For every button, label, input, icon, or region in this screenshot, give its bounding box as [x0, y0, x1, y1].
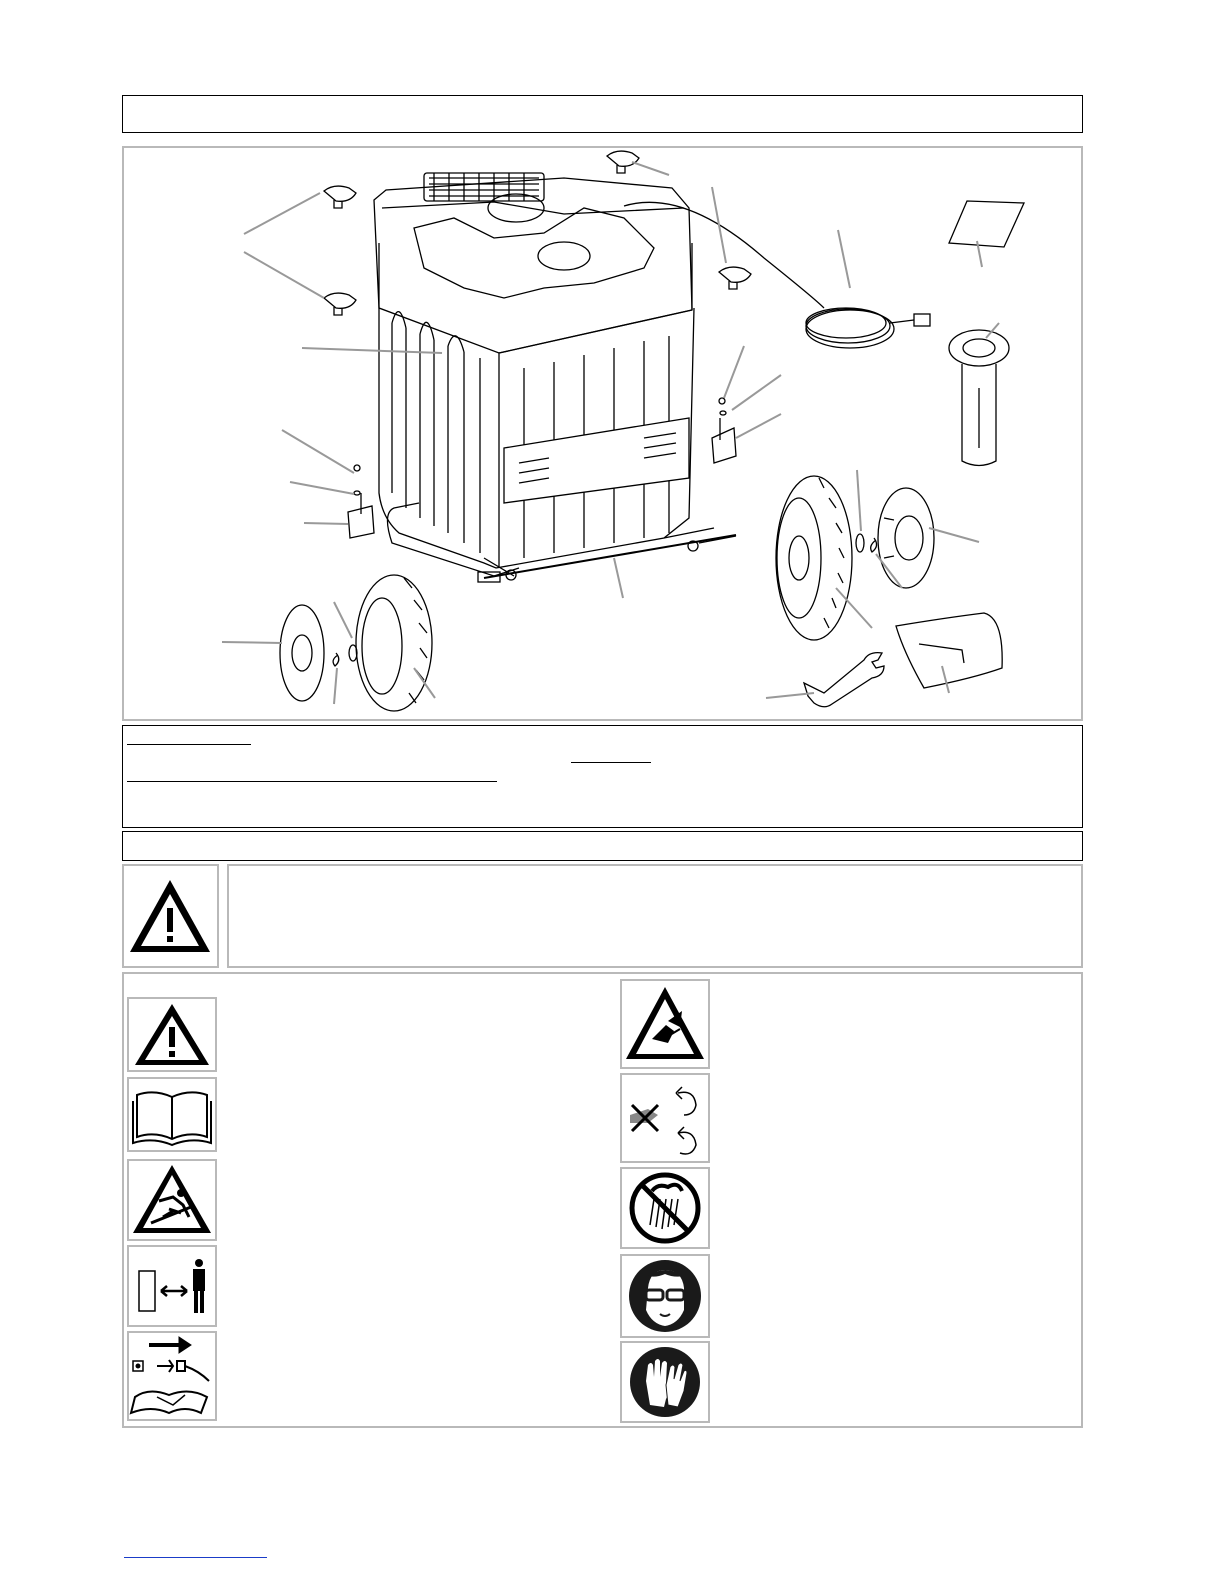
symbol-rotating-parts [620, 1073, 710, 1163]
cabinet-body [374, 173, 736, 582]
symbol-gloves [620, 1341, 710, 1423]
symbol-warning [127, 997, 217, 1072]
unplug-before-maintenance-icon [129, 1333, 215, 1419]
wheel-left [356, 575, 432, 711]
exploded-assembly-drawing [124, 148, 1081, 719]
footer-link-underline[interactable] [124, 1557, 267, 1558]
manual-sheet [949, 201, 1024, 247]
notes-underline-1 [127, 744, 251, 745]
clip-left [333, 653, 339, 666]
notes-underline-3 [127, 781, 497, 782]
notes-underline-2 [571, 762, 651, 763]
symbol-hand-injury [620, 979, 710, 1069]
wear-eye-protection-icon [622, 1256, 708, 1336]
clip-right [871, 538, 877, 552]
bracket-left [348, 465, 374, 538]
safety-symbols-panel [122, 972, 1083, 1428]
wheel-right [776, 476, 852, 640]
section-header-safety [122, 831, 1083, 861]
notes-box [122, 725, 1083, 828]
tipping-hazard-icon [129, 1161, 215, 1239]
keep-distance-icon [129, 1247, 215, 1325]
hand-injury-warning-icon [622, 981, 708, 1067]
hubcap-right [878, 488, 934, 588]
holder-part [949, 330, 1009, 466]
symbol-keep-distance [127, 1245, 217, 1327]
parts-figure [122, 146, 1083, 721]
symbol-read-manual [127, 1077, 217, 1152]
symbol-no-rain [620, 1167, 710, 1249]
warning-triangle-icon [124, 866, 217, 966]
washer-right [856, 534, 864, 552]
symbol-tipping-hazard [127, 1159, 217, 1241]
wear-gloves-icon [622, 1343, 708, 1421]
warning-triangle-icon [129, 999, 215, 1070]
read-manual-icon [129, 1079, 215, 1150]
hex-key-bag [896, 613, 1002, 688]
no-rain-icon [622, 1169, 708, 1247]
section-header-parts [122, 95, 1083, 133]
rotating-parts-no-hands-icon [622, 1075, 708, 1161]
symbol-eye-protection [620, 1254, 710, 1338]
warning-text-box [227, 864, 1083, 968]
warning-icon-frame [122, 864, 219, 968]
symbol-unplug-maintenance [127, 1331, 217, 1421]
hubcap-left [280, 605, 324, 701]
spanner-tool [804, 653, 884, 707]
bracket-right [712, 398, 736, 463]
